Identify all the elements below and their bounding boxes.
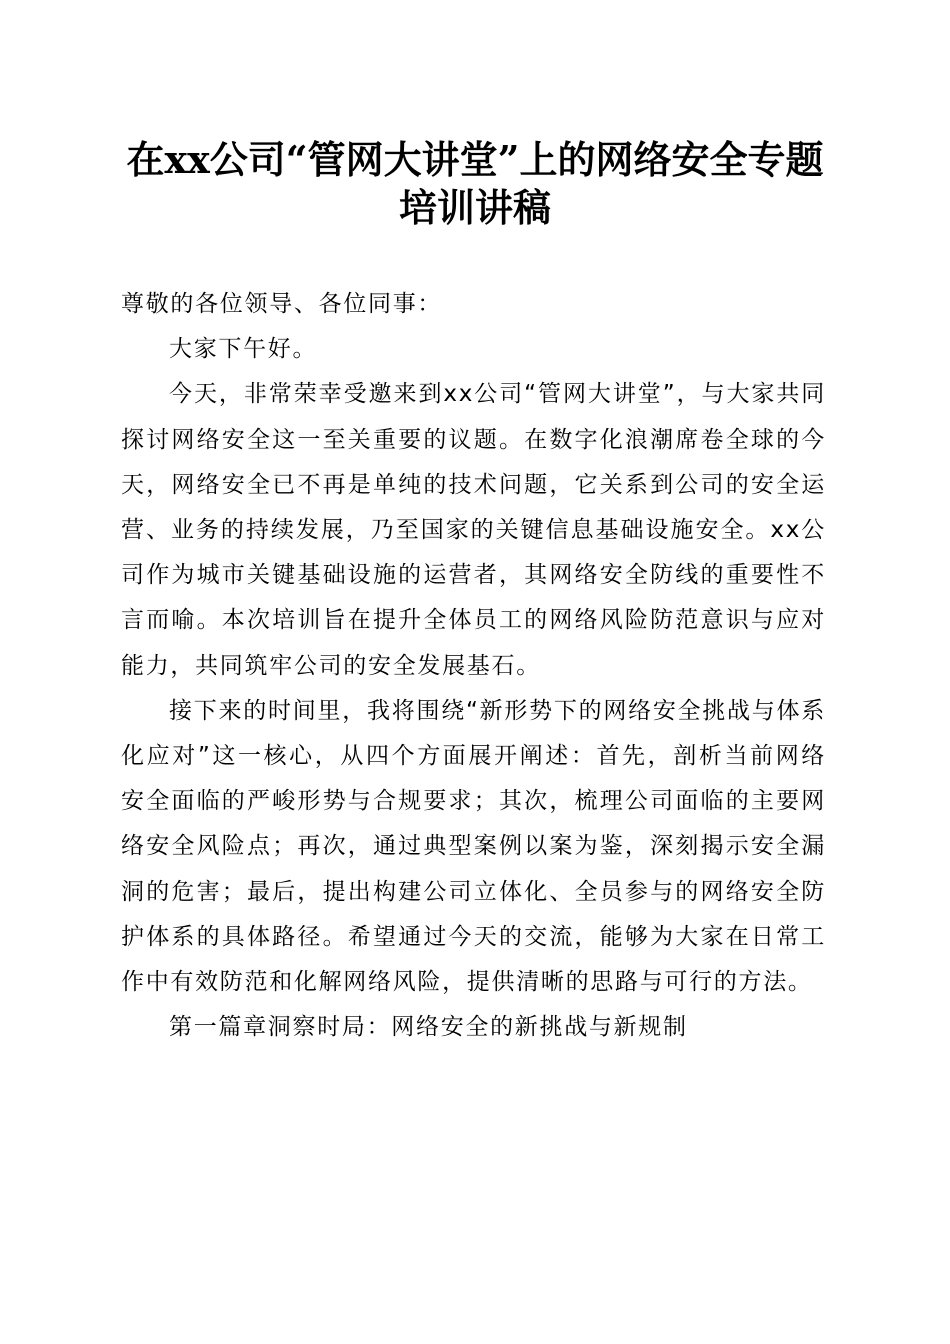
paragraph-introduction: 今天，非常荣幸受邀来到xx公司“管网大讲堂”，与大家共同探讨网络安全这一至关重要的议题。在数字化浪潮席卷全球的今天，网络安全已不再是单纯的技术问题，它关系到公司的安全运营、业务的持续发展，乃至国家的关键信息基础设施安全。xx公司作为城市关键基础设施的运营者，其网络安全防线的重要性不言而喻。本次培训旨在提升全体员工的网络风险防范意识与应对能力，共同筑牢公司的安全发展基石。 [121, 381, 826, 679]
section-heading: 第一篇章洞察时局：网络安全的新挑战与新规制 [169, 1014, 688, 1041]
paragraph-greeting: 大家下午好。 [169, 336, 318, 363]
paragraph-outline: 接下来的时间里，我将围绕“新形势下的网络安全挑战与体系化应对”这一核心，从四个方面展开阐述：首先，剖析当前网络安全面临的严峻形势与合规要求；其次，梳理公司面临的主要网络安全风险点；再次，通过典型案例以案为鉴，深刻揭示安全漏洞的危害；最后，提出构建公司立体化、全员参与的网络安全防护体系的具体路径。希望通过今天的交流，能够为大家在日常工作中有效防范和化解网络风险，提供清晰的思路与可行的方法。 [121, 697, 826, 996]
document-title [80, 136, 870, 232]
document-body [121, 282, 826, 1050]
title-line-1: 在xx公司“管网大讲堂”上的网络安全专题 [126, 137, 824, 182]
title-line-2: 培训讲稿 [398, 185, 551, 230]
salutation: 尊敬的各位领导、各位同事： [121, 291, 443, 317]
